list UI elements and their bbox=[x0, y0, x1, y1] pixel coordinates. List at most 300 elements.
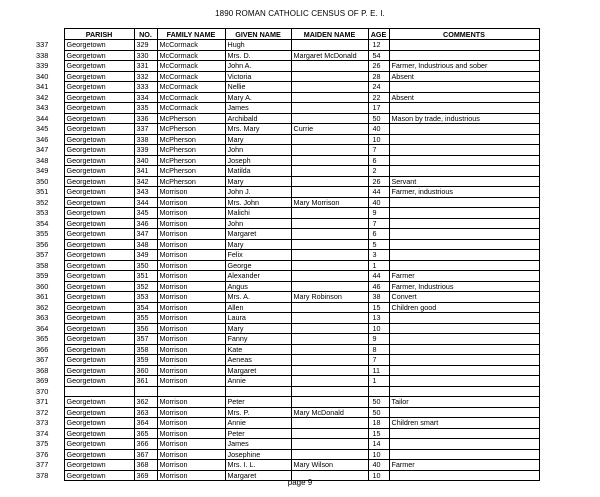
cell-maiden-name bbox=[291, 281, 368, 292]
cell-given-name: Margaret bbox=[225, 229, 291, 240]
table-row bbox=[34, 61, 539, 72]
cell-age: 10 bbox=[368, 470, 389, 481]
row-number: 374 bbox=[36, 428, 49, 438]
cell-age: 6 bbox=[368, 229, 389, 240]
census-body bbox=[34, 40, 539, 481]
cell-comments bbox=[389, 250, 539, 261]
cell-maiden-name bbox=[291, 166, 368, 177]
cell-no: 359 bbox=[134, 355, 157, 366]
row-number: 358 bbox=[36, 260, 49, 270]
cell-given-name: James bbox=[225, 103, 291, 114]
table-row bbox=[34, 376, 539, 387]
table-row bbox=[34, 449, 539, 460]
cell-family-name: McCormack bbox=[157, 50, 225, 61]
cell-age: 40 bbox=[368, 124, 389, 135]
table-row bbox=[34, 344, 539, 355]
cell-given-name: Aeneas bbox=[225, 355, 291, 366]
cell-given-name: Mary bbox=[225, 134, 291, 145]
cell-parish: Georgetown bbox=[64, 313, 134, 324]
table-row bbox=[34, 365, 539, 376]
cell-family-name: McPherson bbox=[157, 145, 225, 156]
cell-comments: Farmer, Industrious and sober bbox=[389, 61, 539, 72]
cell-comments: Farmer bbox=[389, 271, 539, 282]
header-row bbox=[34, 29, 539, 40]
cell-comments bbox=[389, 386, 539, 397]
cell-maiden-name bbox=[291, 40, 368, 51]
cell-comments bbox=[389, 376, 539, 387]
cell-age: 7 bbox=[368, 355, 389, 366]
cell-maiden-name bbox=[291, 439, 368, 450]
cell-parish: Georgetown bbox=[64, 124, 134, 135]
cell-maiden-name bbox=[291, 187, 368, 198]
cell-maiden-name: Mary Wilson bbox=[291, 460, 368, 471]
cell-comments bbox=[389, 365, 539, 376]
cell-maiden-name bbox=[291, 449, 368, 460]
cell-no: 334 bbox=[134, 92, 157, 103]
cell-parish: Georgetown bbox=[64, 365, 134, 376]
row-number: 339 bbox=[36, 61, 49, 71]
row-number: 372 bbox=[36, 407, 49, 417]
cell-no bbox=[134, 386, 157, 397]
cell-family-name: Morrison bbox=[157, 260, 225, 271]
cell-family-name: Morrison bbox=[157, 470, 225, 481]
cell-maiden-name bbox=[291, 260, 368, 271]
cell-parish: Georgetown bbox=[64, 103, 134, 114]
cell-given-name: Annie bbox=[225, 418, 291, 429]
cell-maiden-name bbox=[291, 229, 368, 240]
cell-parish: Georgetown bbox=[64, 397, 134, 408]
cell-family-name: Morrison bbox=[157, 250, 225, 261]
cell-given-name: Laura bbox=[225, 313, 291, 324]
cell-no: 355 bbox=[134, 313, 157, 324]
cell-given-name: Mrs. John bbox=[225, 197, 291, 208]
table-row bbox=[34, 260, 539, 271]
cell-given-name: Josephine bbox=[225, 449, 291, 460]
cell-family-name: McCormack bbox=[157, 71, 225, 82]
cell-comments: Farmer, Industrious bbox=[389, 281, 539, 292]
table-row bbox=[34, 439, 539, 450]
cell-no: 360 bbox=[134, 365, 157, 376]
cell-given-name: John bbox=[225, 145, 291, 156]
cell-no: 349 bbox=[134, 250, 157, 261]
cell-age: 18 bbox=[368, 418, 389, 429]
cell-age: 22 bbox=[368, 92, 389, 103]
row-number: 349 bbox=[36, 166, 49, 176]
cell-given-name: Peter bbox=[225, 428, 291, 439]
cell-parish: Georgetown bbox=[64, 82, 134, 93]
cell-parish: Georgetown bbox=[64, 250, 134, 261]
cell-maiden-name bbox=[291, 302, 368, 313]
cell-no: 347 bbox=[134, 229, 157, 240]
cell-parish: Georgetown bbox=[64, 92, 134, 103]
cell-comments bbox=[389, 166, 539, 177]
cell-comments bbox=[389, 428, 539, 439]
table-row bbox=[34, 229, 539, 240]
cell-maiden-name bbox=[291, 155, 368, 166]
cell-comments bbox=[389, 439, 539, 450]
cell-age: 26 bbox=[368, 176, 389, 187]
row-number: 355 bbox=[36, 229, 49, 239]
cell-age: 10 bbox=[368, 449, 389, 460]
cell-no: 343 bbox=[134, 187, 157, 198]
cell-given-name: Angus bbox=[225, 281, 291, 292]
cell-maiden-name bbox=[291, 344, 368, 355]
cell-parish: Georgetown bbox=[64, 334, 134, 345]
cell-given-name: John A. bbox=[225, 61, 291, 72]
cell-no: 344 bbox=[134, 197, 157, 208]
cell-no: 337 bbox=[134, 124, 157, 135]
cell-no: 332 bbox=[134, 71, 157, 82]
row-number: 360 bbox=[36, 281, 49, 291]
cell-parish: Georgetown bbox=[64, 302, 134, 313]
column-header-comments: COMMENTS bbox=[389, 29, 539, 40]
cell-age bbox=[368, 386, 389, 397]
cell-given-name: Kate bbox=[225, 344, 291, 355]
cell-maiden-name bbox=[291, 218, 368, 229]
cell-given-name: Annie bbox=[225, 376, 291, 387]
cell-no: 353 bbox=[134, 292, 157, 303]
cell-comments bbox=[389, 344, 539, 355]
cell-maiden-name bbox=[291, 208, 368, 219]
cell-family-name: McCormack bbox=[157, 40, 225, 51]
cell-maiden-name bbox=[291, 386, 368, 397]
cell-family-name: McCormack bbox=[157, 103, 225, 114]
cell-age: 10 bbox=[368, 134, 389, 145]
cell-maiden-name bbox=[291, 103, 368, 114]
row-number: 361 bbox=[36, 292, 49, 302]
cell-given-name: Victoria bbox=[225, 71, 291, 82]
cell-family-name: Morrison bbox=[157, 460, 225, 471]
cell-parish: Georgetown bbox=[64, 61, 134, 72]
cell-age: 9 bbox=[368, 208, 389, 219]
table-row bbox=[34, 218, 539, 229]
cell-family-name: Morrison bbox=[157, 271, 225, 282]
row-number: 343 bbox=[36, 103, 49, 113]
cell-maiden-name bbox=[291, 376, 368, 387]
cell-age: 54 bbox=[368, 50, 389, 61]
cell-maiden-name bbox=[291, 271, 368, 282]
table-row bbox=[34, 82, 539, 93]
cell-no: 333 bbox=[134, 82, 157, 93]
cell-age: 9 bbox=[368, 334, 389, 345]
cell-maiden-name bbox=[291, 418, 368, 429]
cell-maiden-name bbox=[291, 334, 368, 345]
cell-age: 15 bbox=[368, 302, 389, 313]
cell-family-name: Morrison bbox=[157, 313, 225, 324]
cell-no: 368 bbox=[134, 460, 157, 471]
table-row bbox=[34, 397, 539, 408]
cell-maiden-name bbox=[291, 71, 368, 82]
row-number: 370 bbox=[36, 386, 49, 396]
cell-parish: Georgetown bbox=[64, 449, 134, 460]
cell-age: 1 bbox=[368, 376, 389, 387]
cell-no: 362 bbox=[134, 397, 157, 408]
cell-family-name: McPherson bbox=[157, 134, 225, 145]
row-number: 364 bbox=[36, 323, 49, 333]
table-row bbox=[34, 292, 539, 303]
table-row bbox=[34, 355, 539, 366]
row-number: 338 bbox=[36, 50, 49, 60]
row-number: 378 bbox=[36, 470, 49, 480]
cell-comments: Servant bbox=[389, 176, 539, 187]
table-row bbox=[34, 313, 539, 324]
table-row bbox=[34, 155, 539, 166]
row-number: 371 bbox=[36, 397, 49, 407]
cell-maiden-name: Mary McDonald bbox=[291, 407, 368, 418]
cell-age: 15 bbox=[368, 428, 389, 439]
cell-comments: Absent bbox=[389, 71, 539, 82]
cell-given-name: Joseph bbox=[225, 155, 291, 166]
cell-maiden-name: Mary Morrison bbox=[291, 197, 368, 208]
cell-parish: Georgetown bbox=[64, 428, 134, 439]
cell-age: 24 bbox=[368, 82, 389, 93]
cell-parish: Georgetown bbox=[64, 460, 134, 471]
cell-no: 357 bbox=[134, 334, 157, 345]
cell-given-name: Mrs. I. L. bbox=[225, 460, 291, 471]
cell-comments bbox=[389, 40, 539, 51]
cell-no: 342 bbox=[134, 176, 157, 187]
cell-comments bbox=[389, 334, 539, 345]
cell-no: 331 bbox=[134, 61, 157, 72]
cell-no: 364 bbox=[134, 418, 157, 429]
cell-age: 38 bbox=[368, 292, 389, 303]
cell-age: 50 bbox=[368, 397, 389, 408]
row-number: 353 bbox=[36, 208, 49, 218]
cell-maiden-name bbox=[291, 239, 368, 250]
cell-parish: Georgetown bbox=[64, 134, 134, 145]
cell-given-name: Felix bbox=[225, 250, 291, 261]
table-row bbox=[34, 281, 539, 292]
cell-given-name: George bbox=[225, 260, 291, 271]
cell-no: 354 bbox=[134, 302, 157, 313]
cell-parish: Georgetown bbox=[64, 166, 134, 177]
row-number: 341 bbox=[36, 82, 49, 92]
table-row bbox=[34, 187, 539, 198]
cell-age: 44 bbox=[368, 187, 389, 198]
cell-comments bbox=[389, 155, 539, 166]
table-row bbox=[34, 92, 539, 103]
cell-maiden-name bbox=[291, 113, 368, 124]
cell-parish: Georgetown bbox=[64, 355, 134, 366]
row-number: 350 bbox=[36, 176, 49, 186]
row-number: 356 bbox=[36, 239, 49, 249]
row-number: 365 bbox=[36, 334, 49, 344]
document-title: 1890 ROMAN CATHOLIC CENSUS OF P. E. I. bbox=[215, 9, 385, 18]
cell-family-name: Morrison bbox=[157, 397, 225, 408]
cell-family-name: Morrison bbox=[157, 418, 225, 429]
cell-age: 3 bbox=[368, 250, 389, 261]
cell-no: 367 bbox=[134, 449, 157, 460]
cell-parish: Georgetown bbox=[64, 176, 134, 187]
row-number-header bbox=[34, 29, 64, 40]
cell-age: 40 bbox=[368, 197, 389, 208]
row-number: 375 bbox=[36, 439, 49, 449]
cell-family-name: Morrison bbox=[157, 208, 225, 219]
cell-comments bbox=[389, 197, 539, 208]
cell-parish: Georgetown bbox=[64, 407, 134, 418]
cell-no: 341 bbox=[134, 166, 157, 177]
column-header-family-name: FAMILY NAME bbox=[157, 29, 225, 40]
table-row bbox=[34, 134, 539, 145]
cell-family-name: Morrison bbox=[157, 323, 225, 334]
page-number: page 9 bbox=[287, 478, 313, 487]
cell-family-name: McCormack bbox=[157, 82, 225, 93]
cell-age: 1 bbox=[368, 260, 389, 271]
cell-given-name bbox=[225, 386, 291, 397]
cell-family-name: McPherson bbox=[157, 176, 225, 187]
row-number: 377 bbox=[36, 460, 49, 470]
cell-maiden-name: Margaret McDonald bbox=[291, 50, 368, 61]
cell-given-name: Archibald bbox=[225, 113, 291, 124]
row-number: 367 bbox=[36, 355, 49, 365]
cell-family-name: Morrison bbox=[157, 344, 225, 355]
cell-family-name: Morrison bbox=[157, 376, 225, 387]
cell-no: 365 bbox=[134, 428, 157, 439]
cell-given-name: Malichi bbox=[225, 208, 291, 219]
column-header-no: NO. bbox=[134, 29, 157, 40]
cell-no: 336 bbox=[134, 113, 157, 124]
cell-parish: Georgetown bbox=[64, 40, 134, 51]
cell-comments: Mason by trade, industrious bbox=[389, 113, 539, 124]
table-row bbox=[34, 71, 539, 82]
cell-no: 369 bbox=[134, 470, 157, 481]
cell-no: 358 bbox=[134, 344, 157, 355]
row-number: 352 bbox=[36, 197, 49, 207]
cell-comments: Children smart bbox=[389, 418, 539, 429]
cell-family-name: McPherson bbox=[157, 124, 225, 135]
cell-parish: Georgetown bbox=[64, 418, 134, 429]
table-row bbox=[34, 323, 539, 334]
cell-comments bbox=[389, 218, 539, 229]
cell-parish: Georgetown bbox=[64, 344, 134, 355]
table-row bbox=[34, 271, 539, 282]
cell-age: 44 bbox=[368, 271, 389, 282]
row-number: 346 bbox=[36, 134, 49, 144]
cell-comments bbox=[389, 145, 539, 156]
row-number: 376 bbox=[36, 449, 49, 459]
table-row bbox=[34, 103, 539, 114]
cell-maiden-name bbox=[291, 313, 368, 324]
cell-family-name: Morrison bbox=[157, 197, 225, 208]
cell-maiden-name: Currie bbox=[291, 124, 368, 135]
cell-age: 50 bbox=[368, 407, 389, 418]
cell-age: 6 bbox=[368, 155, 389, 166]
cell-no: 340 bbox=[134, 155, 157, 166]
cell-family-name: McPherson bbox=[157, 113, 225, 124]
cell-maiden-name bbox=[291, 145, 368, 156]
cell-parish: Georgetown bbox=[64, 155, 134, 166]
table-row bbox=[34, 166, 539, 177]
cell-parish: Georgetown bbox=[64, 292, 134, 303]
table-row bbox=[34, 302, 539, 313]
cell-no: 363 bbox=[134, 407, 157, 418]
cell-comments bbox=[389, 260, 539, 271]
row-number: 357 bbox=[36, 250, 49, 260]
cell-family-name: McCormack bbox=[157, 61, 225, 72]
cell-maiden-name bbox=[291, 365, 368, 376]
table-row bbox=[34, 145, 539, 156]
cell-maiden-name: Mary Robinson bbox=[291, 292, 368, 303]
cell-parish: Georgetown bbox=[64, 470, 134, 481]
row-number: 337 bbox=[36, 40, 49, 50]
cell-no: 338 bbox=[134, 134, 157, 145]
row-number: 351 bbox=[36, 187, 49, 197]
cell-age: 8 bbox=[368, 344, 389, 355]
cell-parish bbox=[64, 386, 134, 397]
cell-no: 352 bbox=[134, 281, 157, 292]
cell-no: 366 bbox=[134, 439, 157, 450]
cell-parish: Georgetown bbox=[64, 323, 134, 334]
cell-age: 12 bbox=[368, 40, 389, 51]
table-row bbox=[34, 176, 539, 187]
cell-parish: Georgetown bbox=[64, 218, 134, 229]
row-number: 340 bbox=[36, 71, 49, 81]
cell-no: 351 bbox=[134, 271, 157, 282]
cell-age: 40 bbox=[368, 460, 389, 471]
row-number: 348 bbox=[36, 155, 49, 165]
cell-comments bbox=[389, 124, 539, 135]
cell-no: 335 bbox=[134, 103, 157, 114]
table-row bbox=[34, 334, 539, 345]
cell-comments bbox=[389, 407, 539, 418]
cell-given-name: Mary A. bbox=[225, 92, 291, 103]
column-header-parish: PARISH bbox=[64, 29, 134, 40]
cell-age: 7 bbox=[368, 218, 389, 229]
cell-given-name: John bbox=[225, 218, 291, 229]
cell-family-name: Morrison bbox=[157, 355, 225, 366]
cell-maiden-name bbox=[291, 61, 368, 72]
cell-age: 17 bbox=[368, 103, 389, 114]
cell-parish: Georgetown bbox=[64, 145, 134, 156]
cell-no: 329 bbox=[134, 40, 157, 51]
table-row bbox=[34, 197, 539, 208]
row-number: 369 bbox=[36, 376, 49, 386]
cell-parish: Georgetown bbox=[64, 113, 134, 124]
cell-comments: Farmer, industrious bbox=[389, 187, 539, 198]
row-number: 366 bbox=[36, 344, 49, 354]
row-number: 359 bbox=[36, 271, 49, 281]
cell-comments bbox=[389, 355, 539, 366]
cell-family-name: McCormack bbox=[157, 92, 225, 103]
row-number: 362 bbox=[36, 302, 49, 312]
cell-comments bbox=[389, 208, 539, 219]
cell-family-name: Morrison bbox=[157, 239, 225, 250]
cell-given-name: Peter bbox=[225, 397, 291, 408]
cell-no: 348 bbox=[134, 239, 157, 250]
cell-no: 346 bbox=[134, 218, 157, 229]
cell-given-name: Fanny bbox=[225, 334, 291, 345]
row-number: 347 bbox=[36, 145, 49, 155]
cell-given-name: Mrs. Mary bbox=[225, 124, 291, 135]
cell-parish: Georgetown bbox=[64, 197, 134, 208]
table-row bbox=[34, 40, 539, 51]
cell-given-name: Nellie bbox=[225, 82, 291, 93]
cell-maiden-name bbox=[291, 176, 368, 187]
cell-given-name: Margaret bbox=[225, 365, 291, 376]
cell-maiden-name bbox=[291, 82, 368, 93]
cell-family-name: Morrison bbox=[157, 187, 225, 198]
cell-comments bbox=[389, 239, 539, 250]
cell-parish: Georgetown bbox=[64, 229, 134, 240]
column-header-maiden-name: MAIDEN NAME bbox=[291, 29, 368, 40]
table-row bbox=[34, 460, 539, 471]
cell-comments: Convert bbox=[389, 292, 539, 303]
cell-parish: Georgetown bbox=[64, 271, 134, 282]
cell-given-name: Mary bbox=[225, 239, 291, 250]
cell-age: 26 bbox=[368, 61, 389, 72]
cell-family-name: Morrison bbox=[157, 428, 225, 439]
cell-maiden-name bbox=[291, 428, 368, 439]
